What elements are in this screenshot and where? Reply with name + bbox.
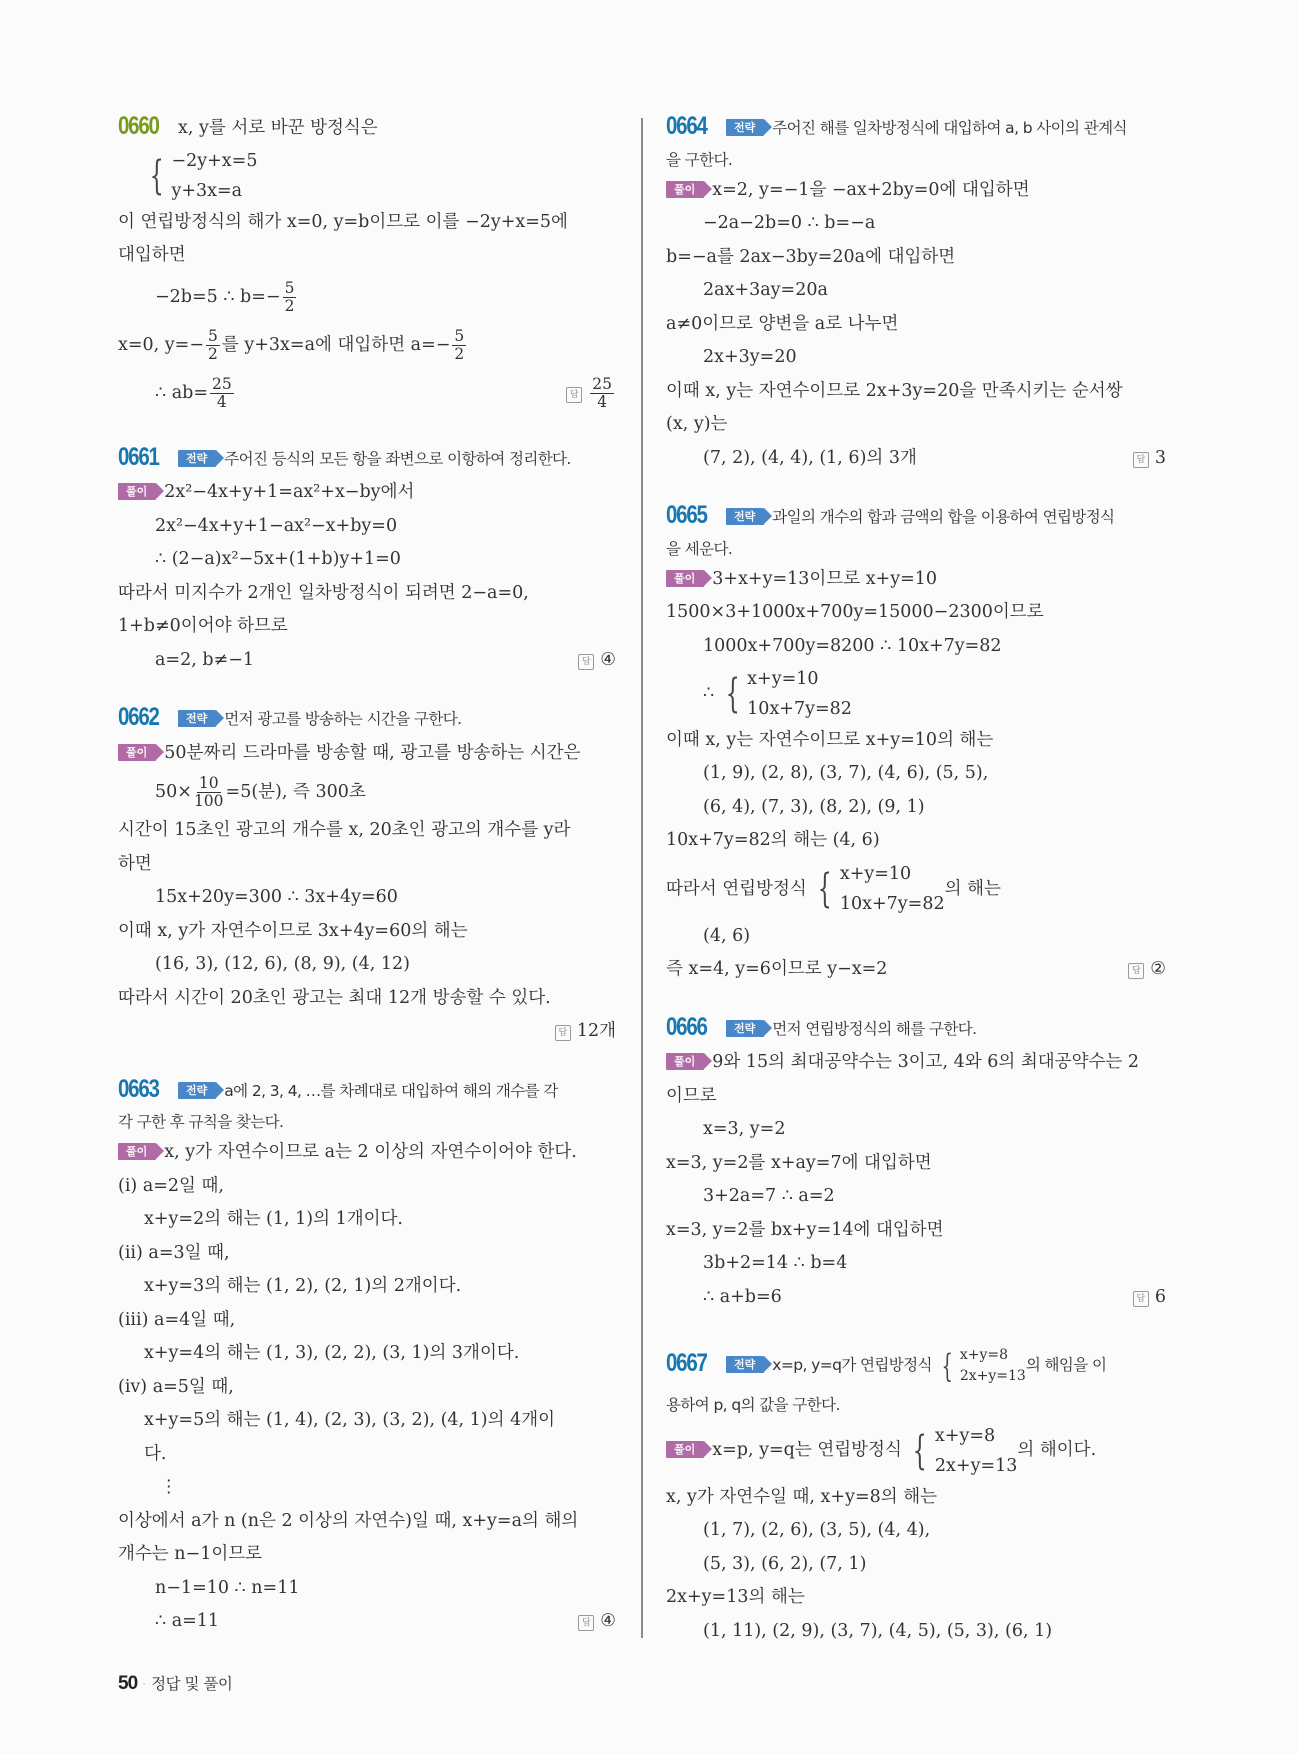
text: 이때 x, y는 자연수이므로 x+y=10의 해는: [666, 729, 994, 750]
solutions-list: (16, 3), (12, 6), (8, 9), (4, 12): [155, 954, 410, 974]
text: x, y가 자연수일 때, x+y=8의 해는: [666, 1486, 938, 1507]
separator: ·: [142, 1676, 147, 1690]
case-label: (iii) a=4일 때,: [118, 1309, 236, 1330]
equation: ∴ a+b=6: [703, 1286, 782, 1307]
vertical-ellipsis: ⋮: [160, 1477, 178, 1497]
problem-number: 0667: [666, 1349, 707, 1377]
equation: 50×: [155, 782, 192, 802]
text: 시간이 15초인 광고의 개수를 x, 20초인 광고의 개수를 y라: [118, 820, 571, 840]
strategy-text: 용하여 p, q의 값을 구한다.: [666, 1396, 840, 1414]
strategy-text: a에 2, 3, 4, …를 차례대로 대입하여 해의 개수를 각: [224, 1081, 558, 1100]
text: x, y를 서로 바꾼 방정식은: [178, 118, 378, 138]
solution-badge: 풀이: [666, 570, 704, 587]
text: 의 해이다.: [1017, 1440, 1097, 1460]
page-number: 50: [118, 1673, 138, 1694]
equation: 2x²−4x+y+1−ax²−x+by=0: [155, 515, 398, 536]
equation: a=2, b≠−1: [155, 649, 255, 670]
text: 즉 x=4, y=6이므로 y−x=2: [666, 959, 888, 979]
text: 이때 x, y가 자연수이므로 3x+4y=60의 해는: [118, 920, 468, 941]
text: 이상에서 a가 n (n은 2 이상의 자연수)일 때, x+y=a의 해의: [118, 1510, 579, 1531]
strategy-text: 을 세운다.: [666, 539, 733, 558]
text: 2x+y=13의 해는: [666, 1587, 805, 1607]
equation: 를 y+3x=a에 대입하면 a=−: [221, 334, 451, 355]
strategy-badge: 전략: [726, 119, 764, 136]
strategy-text: 의 해임을 이: [1025, 1356, 1107, 1374]
equation: ∴ (2−a)x²−5x+(1+b)y+1=0: [155, 549, 401, 569]
problem-number: 0665: [666, 501, 707, 529]
right-column: [666, 110, 1166, 1648]
answer: 답 ④: [578, 1605, 616, 1639]
section-title: 정답 및 풀이: [151, 1675, 233, 1693]
answer-icon: 답: [555, 1025, 571, 1041]
solution-badge: 풀이: [118, 1143, 156, 1160]
text: 9와 15의 최대공약수는 3이고, 4와 6의 최대공약수는 2: [712, 1052, 1139, 1072]
answer-icon: 답: [1133, 452, 1149, 468]
text: 따라서 시간이 20초인 광고는 최대 12개 방송할 수 있다.: [118, 987, 551, 1008]
solution-badge: 풀이: [666, 181, 704, 198]
problem-0664: [666, 110, 1166, 475]
strategy-text: 주어진 등식의 모든 항을 좌변으로 이항하여 정리한다.: [224, 449, 571, 468]
text: a≠0이므로 양변을 a로 나누면: [666, 313, 899, 334]
fraction: $\frac{5}{2}$: [454, 326, 465, 363]
problem-number: 0662: [118, 703, 159, 731]
equation: −2b=5 ∴ b=−: [155, 286, 281, 307]
solution-badge: 풀이: [118, 483, 156, 500]
equation: ∴ ab=: [155, 382, 208, 403]
text: 2x²−4x+y+1=ax²+x−by에서: [164, 482, 415, 502]
problem-number: 0666: [666, 1012, 707, 1041]
equation: x=3, y=2: [703, 1119, 786, 1139]
strategy-badge: 전략: [726, 508, 764, 525]
problem-number: 0661: [118, 442, 159, 471]
equation: 2ax+3ay=20a: [703, 280, 828, 300]
case-label: (iv) a=5일 때,: [118, 1376, 234, 1397]
answer-icon: 답: [1133, 1291, 1149, 1307]
column-divider: [641, 118, 643, 1638]
text: 따라서 미지수가 2개인 일차방정식이 되려면 2−a=0,: [118, 582, 529, 603]
solutions-list: (1, 7), (2, 6), (3, 5), (4, 4),: [703, 1520, 931, 1540]
equation: x=0, y=−: [118, 334, 205, 355]
answer: 답 3: [1133, 442, 1166, 476]
solutions-list: (1, 11), (2, 9), (3, 7), (4, 5), (5, 3), (6, 1): [703, 1620, 1053, 1641]
solution: (4, 6): [703, 925, 751, 946]
text: 개수는 n−1이므로: [118, 1544, 263, 1564]
text: x=3, y=2를 bx+y=14에 대입하면: [666, 1219, 944, 1240]
answer-icon: 답: [1128, 963, 1144, 979]
equation: 3+2a=7 ∴ a=2: [703, 1186, 835, 1206]
text: 이므로: [666, 1085, 717, 1106]
answer: 답 12개: [555, 1015, 616, 1049]
problem-0661: [118, 441, 616, 678]
strategy-badge: 전략: [726, 1356, 764, 1373]
problem-0666: [666, 1011, 1166, 1315]
strategy-text: 과일의 개수의 합과 금액의 합을 이용하여 연립방정식: [772, 508, 1115, 526]
text: 10x+7y=82의 해는 (4, 6): [666, 830, 880, 850]
text: 50분짜리 드라마를 방송할 때, 광고를 방송하는 시간은: [164, 742, 581, 763]
answer-icon: 답: [566, 387, 582, 403]
strategy-badge: 전략: [178, 450, 216, 467]
equation: n−1=10 ∴ n=11: [155, 1577, 300, 1598]
equation: =5(분), 즉 300초: [225, 782, 366, 802]
fraction: $\frac{5}{2}$: [284, 278, 295, 315]
equation-system: { x+y=10 10x+7y=82: [818, 864, 945, 914]
answer: 답 ②: [1128, 953, 1166, 987]
equation: y+3x=a: [171, 180, 243, 201]
equation: 3b+2=14 ∴ b=4: [703, 1253, 848, 1273]
solution-badge: 풀이: [666, 1441, 704, 1458]
solutions-list: (7, 2), (4, 4), (1, 6)의 3개: [703, 447, 917, 468]
problem-0662: [118, 701, 616, 1049]
text: x+y=3의 해는 (1, 2), (2, 1)의 2개이다.: [144, 1276, 462, 1296]
text: b=−a를 2ax−3by=20a에 대입하면: [666, 246, 956, 267]
answer: 답 $\frac{25}{4}$: [566, 369, 616, 417]
text: 따라서 연립방정식: [666, 878, 807, 899]
therefore: ∴: [703, 683, 715, 703]
text: 다.: [144, 1443, 167, 1464]
problem-number: 0664: [666, 112, 707, 140]
strategy-badge: 전략: [726, 1020, 764, 1037]
equation-system: { x+y=8 2x+y=13: [913, 1425, 1018, 1476]
problem-number: 0663: [118, 1074, 159, 1103]
text: x+y=5의 해는 (1, 4), (2, 3), (3, 2), (4, 1)의 4개이: [144, 1410, 556, 1430]
left-column: [118, 110, 616, 1639]
page-footer: [118, 1672, 232, 1695]
text: 대입하면: [118, 245, 186, 265]
equation-system: { x+y=10 10x+7y=82: [725, 668, 852, 719]
text: x, y가 자연수이므로 a는 2 이상의 자연수이어야 한다.: [164, 1142, 577, 1162]
fraction: $\frac{5}{2}$: [208, 326, 218, 363]
equation: ∴ a=11: [155, 1611, 220, 1631]
case-label: (i) a=2일 때,: [118, 1175, 224, 1196]
answer-icon: 답: [578, 1615, 594, 1631]
equation: −2a−2b=0 ∴ b=−a: [703, 213, 876, 233]
equation: 1000x+700y=8200 ∴ 10x+7y=82: [703, 635, 1002, 656]
text: x=p, y=q는 연립방정식: [712, 1440, 902, 1460]
strategy-text: 을 구한다.: [666, 150, 733, 169]
problem-0667: [666, 1338, 1166, 1648]
problem-0660: [118, 110, 616, 417]
text: 이 연립방정식의 해가 x=0, y=b이므로 이를 −2y+x=5에: [118, 211, 568, 232]
strategy-text: 먼저 광고를 방송하는 시간을 구한다.: [224, 710, 462, 728]
answer: 답 ④: [578, 644, 616, 678]
problem-0663: [118, 1073, 616, 1639]
solutions-list: (1, 9), (2, 8), (3, 7), (4, 6), (5, 5),: [703, 763, 989, 783]
equation-system: { x+y=8 2x+y=13: [942, 1346, 1026, 1385]
text: 하면: [118, 853, 152, 874]
answer-icon: 답: [578, 654, 594, 670]
problem-number: 0660: [118, 112, 159, 140]
case-label: (ii) a=3일 때,: [118, 1242, 230, 1263]
strategy-text: x=p, y=q가 연립방정식: [772, 1356, 932, 1374]
text: 1+b≠0이어야 하므로: [118, 616, 288, 636]
text: x=2, y=−1을 −ax+2by=0에 대입하면: [712, 179, 1030, 200]
text: 3+x+y=13이므로 x+y=10: [712, 568, 938, 589]
answer: 답 6: [1133, 1281, 1166, 1315]
fraction: $\frac{25}{4}$: [212, 374, 232, 411]
text: (x, y)는: [666, 414, 728, 434]
text: x+y=2의 해는 (1, 1)의 1개이다.: [144, 1209, 403, 1229]
text: x+y=4의 해는 (1, 3), (2, 2), (3, 1)의 3개이다.: [144, 1343, 520, 1363]
strategy-badge: 전략: [178, 710, 216, 727]
equation: 15x+20y=300 ∴ 3x+4y=60: [155, 887, 398, 907]
strategy-text: 먼저 연립방정식의 해를 구한다.: [772, 1019, 977, 1038]
solutions-list: (5, 3), (6, 2), (7, 1): [703, 1553, 867, 1574]
equation-system: { −2y+x=5 y+3x=a: [144, 146, 257, 206]
fraction: $\frac{10}{100}$: [193, 774, 224, 810]
text: 이때 x, y는 자연수이므로 2x+3y=20을 만족시키는 순서쌍: [666, 380, 1123, 401]
strategy-badge: 전략: [178, 1082, 216, 1099]
solutions-list: (6, 4), (7, 3), (8, 2), (9, 1): [703, 796, 925, 817]
strategy-text: 각 구한 후 규칙을 찾는다.: [118, 1113, 284, 1131]
text: 의 해는: [944, 878, 1001, 899]
solution-badge: 풀이: [118, 744, 156, 761]
text: x=3, y=2를 x+ay=7에 대입하면: [666, 1152, 932, 1173]
strategy-text: 주어진 해를 일차방정식에 대입하여 a, b 사이의 관계식: [772, 119, 1127, 137]
equation: 2x+3y=20: [703, 347, 797, 367]
equation: −2y+x=5: [171, 150, 258, 171]
problem-0665: [666, 499, 1166, 987]
solution-badge: 풀이: [666, 1053, 704, 1070]
text: 1500×3+1000x+700y=15000−2300이므로: [666, 602, 1044, 622]
